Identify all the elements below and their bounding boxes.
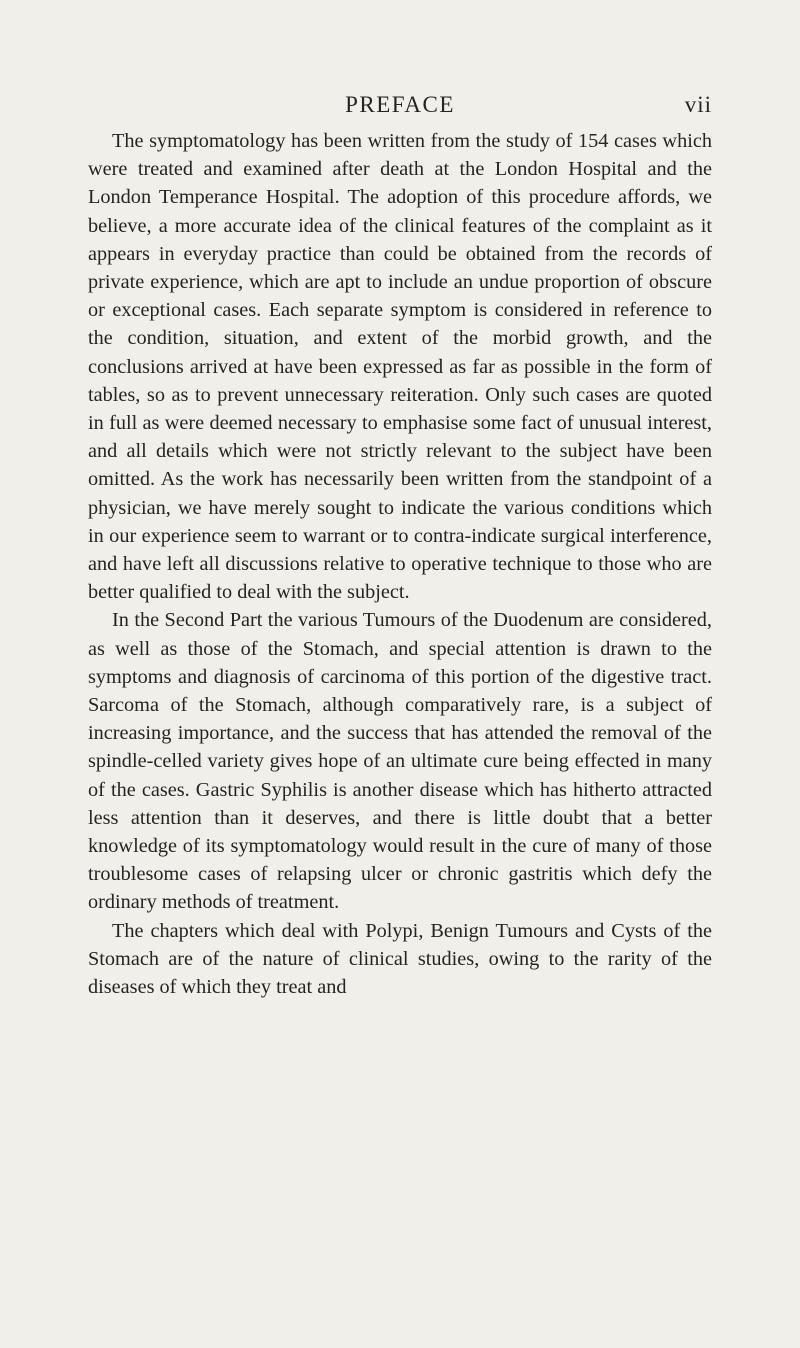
running-head	[88, 92, 712, 122]
paragraph-symptomatology: The symptomatology has been written from the study of 154 cases which were treated and examined after death at the London Hospital and the London Temperance Hospital. The adoption of this procedure affords, we believe, a more accurate idea of the clinical features of the complaint as it appears in everyday practice than could be obtained from the records of private experience, which are apt to include an undue proportion of obscure or exceptional cases. Each separate symptom is considered in reference to the condition, situation, and extent of the morbid growth, and the conclusions arrived at have been expressed as far as possible in the form of tables, so as to prevent unnecessary reiteration. Only such cases are quoted in full as were deemed necessary to emphasise some fact of unusual interest, and all details which were not strictly relevant to the subject have been omitted. As the work has necessarily been written from the standpoint of a physician, we have merely sought to indicate the various conditions which in our experience seem to warrant or to contra-indicate surgical interference, and have left all discussions relative to operative technique to those who are better qualified to deal with the subject.	[88, 130, 712, 604]
running-head-title: PREFACE	[345, 92, 455, 117]
paragraph-chapters: The chapters which deal with Polypi, Benign Tumours and Cysts of the Stomach are of the nature of clinical studies, owing to the rarity of the diseases of which they treat and	[88, 919, 712, 999]
page-number: vii	[684, 92, 712, 117]
body-text	[88, 127, 712, 1001]
paragraph-second-part: In the Second Part the various Tumours of the Duodenum are considered, as well as those of the Stomach, and special attention is drawn to the symptoms and diagnosis of carcinoma of this portion of the digestive tract. Sarcoma of the Stomach, although comparatively rare, is a subject of increasing importance, and the success that has attended the removal of the spindle-celled variety gives hope of an ultimate cure being effected in many of the cases. Gastric Syphilis is another disease which has hitherto attracted less attention than it deserves, and there is little doubt that a better knowledge of its symptomatology would result in the cure of many of those troublesome cases of relapsing ulcer or chronic gastritis which defy the ordinary methods of treatment.	[88, 609, 712, 914]
